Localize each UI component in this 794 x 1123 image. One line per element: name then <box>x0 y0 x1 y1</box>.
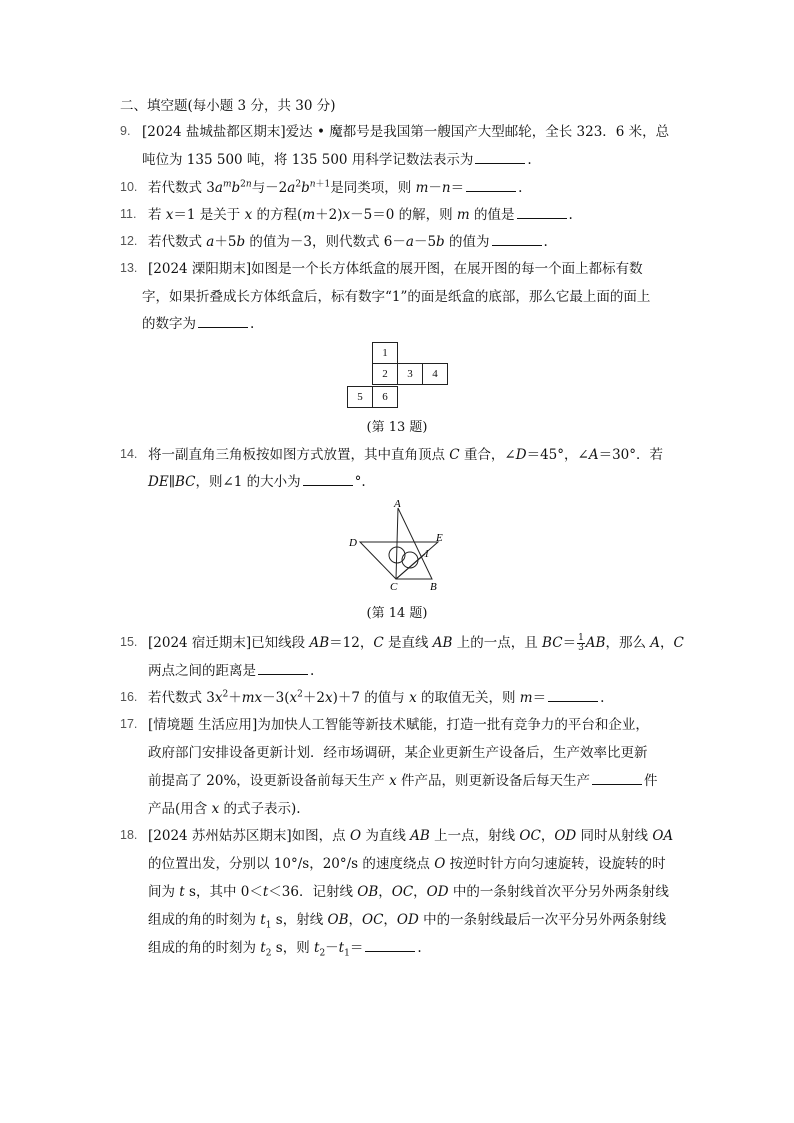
segment-c-inner <box>396 554 425 579</box>
q14-line1: 将一副直角三角板按如图方式放置，其中直角顶点 C 重合，∠D＝45°，∠A＝30°．若 <box>148 447 664 463</box>
q12-answer-blank[interactable] <box>492 232 542 246</box>
q18-line1: [2024 苏州姑苏区期末]如图，点 O 为直线 AB 上一点，射线 OC，OD 同时从射线 OA <box>148 828 674 844</box>
q10-number: 10. <box>120 180 138 194</box>
figure13-caption: (第 13 题) <box>366 420 428 435</box>
triangle-abc <box>396 508 432 579</box>
q18-line4: 组成的角的时刻为 $t_1$ s，射线 OB，OC，OD 中的一条射线最后一次平分另外两条射线 <box>148 912 667 931</box>
triangles-figure <box>340 496 460 596</box>
q17-number: 17. <box>120 717 138 731</box>
label-angle-1: 1 <box>424 548 430 560</box>
q15-number: 15. <box>120 635 138 649</box>
figure14-caption: (第 14 题) <box>366 606 428 621</box>
q15-line2: 两点之间的距离是 . <box>148 663 315 679</box>
q17-line4: 产品(用含 x 的式子表示). <box>148 801 301 817</box>
q18-number: 18. <box>120 828 138 842</box>
q11-answer-blank[interactable] <box>517 205 567 219</box>
q9-answer-blank[interactable] <box>475 150 525 164</box>
q15-line1: [2024 宿迁期末]已知线段 AB＝12，C 是直线 AB 上的一点，且 BC＝ $\frac{1}{3}$ AB，那么 A，C <box>148 633 684 653</box>
one-third-fraction: $\frac{1}{3}$ <box>578 633 584 653</box>
q17-answer-blank[interactable] <box>592 771 642 785</box>
label-e: E <box>436 532 443 544</box>
q18-line2: 的位置出发，分别以 10°/s，20°/s 的速度绕点 O 按逆时针方向匀速旋转，设旋转的时 <box>148 856 666 872</box>
q14-number: 14. <box>120 447 138 461</box>
q13-line2: 字，如果折叠成长方体纸盒后，标有数字“1”的面是纸盒的底部，那么它最上面的面上 <box>142 289 651 305</box>
q9-number: 9. <box>120 124 131 138</box>
label-c: C <box>390 581 398 593</box>
q13-answer-blank[interactable] <box>198 314 248 328</box>
q11-number: 11. <box>120 207 137 221</box>
q16-number: 16. <box>120 690 138 704</box>
q18-answer-blank[interactable] <box>365 938 415 952</box>
q18-line5: 组成的角的时刻为 $t_2$ s，则 $t_2-t_1=$ . <box>148 940 422 959</box>
q14-line2: DE∥BC，则∠1 的大小为 °. <box>148 474 366 490</box>
q18-line3: 间为 t s，其中 0＜t＜36．记射线 OB，OC，OD 中的一条射线首次平分另外两条射线 <box>148 884 669 900</box>
q16-line: 若代数式 $3x^2+mx-3(x^2+2x)+7$ 的值与 x 的取值无关，则 m＝ . <box>148 689 605 706</box>
q13-line1: [2024 溧阳期末]如图是一个长方体纸盒的展开图，在展开图的每一个面上都标有数 <box>148 261 643 277</box>
section-title: 二、填空题(每小题 3 分，共 30 分) <box>120 98 336 114</box>
q11-line: 若 x＝1 是关于 x 的方程(m＋2)x－5＝0 的解，则 m 的值是 . <box>148 207 573 223</box>
net-cell-6: 6 <box>372 386 398 408</box>
label-d: D <box>349 537 357 549</box>
net-cell-1: 1 <box>372 342 398 364</box>
q17-line2: 政府部门安排设备更新计划．经市场调研，某企业更新生产设备后，生产效率比更新 <box>148 745 648 761</box>
q9-line2: 吨位为 135 500 吨，将 135 500 用科学记数法表示为 . <box>142 152 532 168</box>
q12-line: 若代数式 a＋5b 的值为－3，则代数式 6－a－5b 的值为 . <box>148 234 548 250</box>
q16-answer-blank[interactable] <box>548 688 598 702</box>
net-cell-2: 2 <box>372 363 398 385</box>
q10-answer-blank[interactable] <box>466 178 516 192</box>
net-cell-3: 3 <box>397 363 423 385</box>
q13-line3: 的数字为 . <box>142 316 255 332</box>
net-cell-5: 5 <box>347 386 373 408</box>
q9-line1: [2024 盐城盐都区期末]爱达 • 魔都号是我国第一艘国产大型邮轮，全长 323．6 米，总 <box>142 124 670 140</box>
net-cell-4: 4 <box>422 363 448 385</box>
q17-line1: [情境题 生活应用]为加快人工智能等新技术赋能，打造一批有竞争力的平台和企业， <box>148 717 649 733</box>
q10-line: 若代数式 $3a^mb^{2n}$与$-2a^2b^{n+1}$是同类项，则 m－n＝ . <box>148 179 523 196</box>
label-b: B <box>430 581 437 593</box>
q14-answer-blank[interactable] <box>303 472 353 486</box>
q12-number: 12. <box>120 234 138 248</box>
angle-arc-2 <box>402 552 418 568</box>
label-a: A <box>394 498 401 510</box>
q17-line3: 前提高了 20%，设更新设备前每天生产 x 件产品，则更新设备后每天生产 件 <box>148 773 658 789</box>
q15-answer-blank[interactable] <box>258 661 308 675</box>
q13-number: 13. <box>120 261 138 275</box>
